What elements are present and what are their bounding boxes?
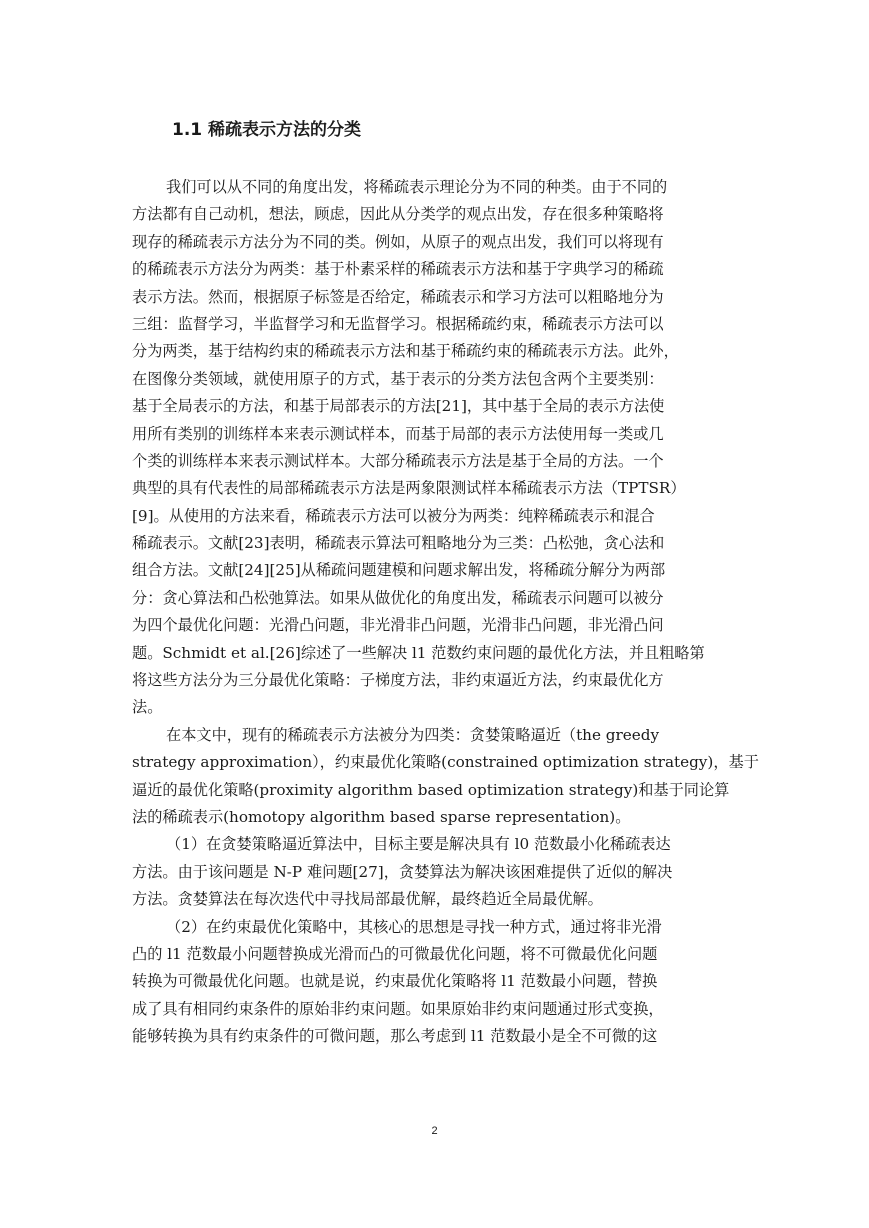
page-number: 2 (431, 1125, 438, 1137)
text-line: 我们可以从不同的角度出发，将稀疏表示理论分为不同的种类。由于不同的 (166, 178, 668, 196)
text-line: 基于全局表示的方法，和基于局部表示的方法[21]，其中基于全局的表示方法使 (132, 397, 665, 416)
text-line: 题。Schmidt et al.[26]综述了一些解决 l1 范数约束问题的最优化方法，并且粗略第 (132, 643, 705, 662)
text-line: strategy approximation），约束最优化策略(constrained optimization strategy)，基于 (132, 753, 759, 772)
text-line: 法的稀疏表示(homotopy algorithm based sparse representation)。 (132, 807, 631, 826)
text-line: [9]。从使用的方法来看，稀疏表示方法可以被分为两类：纯粹稀疏表示和混合 (132, 506, 655, 525)
text-line: 将这些方法分为三分最优化策略：子梯度方法，非约束逼近方法，约束最优化方 (132, 671, 664, 690)
text-line: 用所有类别的训练样本来表示测试样本，而基于局部的表示方法使用每一类或几 (132, 424, 664, 443)
text-line: 现存的稀疏表示方法分为不同的类。例如，从原子的观点出发，我们可以将现有 (132, 232, 664, 251)
text-line: 的稀疏表示方法分为两类：基于朴素采样的稀疏表示方法和基于字典学习的稀疏 (132, 260, 664, 279)
text-line: 三组：监督学习，半监督学习和无监督学习。根据稀疏约束，稀疏表示方法可以 (132, 314, 664, 333)
section-heading: 1.1 稀疏表示方法的分类 (172, 120, 362, 140)
text-line: 组合方法。文献[24][25]从稀疏问题建模和问题求解出发，将稀疏分解分为两部 (132, 561, 666, 580)
text-line: 能够转换为具有约束条件的可微问题，那么考虑到 l1 范数最小是全不可微的这 (132, 1027, 658, 1046)
text-line: 逼近的最优化策略(proximity algorithm based optimization strategy)和基于同论算 (132, 780, 730, 799)
text-line: 在本文中，现有的稀疏表示方法被分为四类：贪婪策略逼近（the greedy (166, 725, 660, 744)
text-line: 个类的训练样本来表示测试样本。大部分稀疏表示方法是基于全局的方法。一个 (132, 451, 664, 470)
text-line: 表示方法。然而，根据原子标签是否给定，稀疏表示和学习方法可以粗略地分为 (132, 287, 664, 306)
text-line: 在图像分类领域，就使用原子的方式，基于表示的分类方法包含两个主要类别： (132, 369, 664, 388)
text-line: 为四个最优化问题：光滑凸问题，非光滑非凸问题，光滑非凸问题，非光滑凸问 (132, 616, 664, 635)
text-line: 稀疏表示。文献[23]表明，稀疏表示算法可粗略地分为三类：凸松弛，贪心法和 (132, 534, 665, 553)
text-line: 凸的 l1 范数最小问题替换成光滑而凸的可微最优化问题，将不可微最优化问题 (132, 944, 658, 963)
text-line: （1）在贪婪策略逼近算法中，目标主要是解决具有 l0 范数最小化稀疏表达 (166, 835, 671, 854)
text-line: 法。 (132, 698, 163, 717)
text-line: 转换为可微最优化问题。也就是说，约束最优化策略将 l1 范数最小问题，替换 (132, 972, 658, 991)
text-line: 方法。贪婪算法在每次迭代中寻找局部最优解，最终趋近全局最优解。 (132, 890, 603, 909)
text-line: （2）在约束最优化策略中，其核心的思想是寻找一种方式，通过将非光滑 (166, 917, 662, 936)
text-line: 分为两类，基于结构约束的稀疏表示方法和基于稀疏约束的稀疏表示方法。此外， (132, 342, 679, 361)
text-line: 成了具有相同约束条件的原始非约束问题。如果原始非约束问题通过形式变换， (132, 999, 664, 1018)
text-line: 方法都有自己动机，想法，顾虑，因此从分类学的观点出发，存在很多种策略将 (132, 205, 664, 224)
body-text (132, 174, 759, 1051)
text-line: 分：贪心算法和凸松弛算法。如果从做优化的角度出发，稀疏表示问题可以被分 (132, 588, 664, 607)
text-line: 方法。由于该问题是 N-P 难问题[27]，贪婪算法为解决该困难提供了近似的解决 (132, 862, 673, 881)
text-line: 典型的具有代表性的局部稀疏表示方法是两象限测试样本稀疏表示方法（TPTSR） (132, 479, 686, 498)
